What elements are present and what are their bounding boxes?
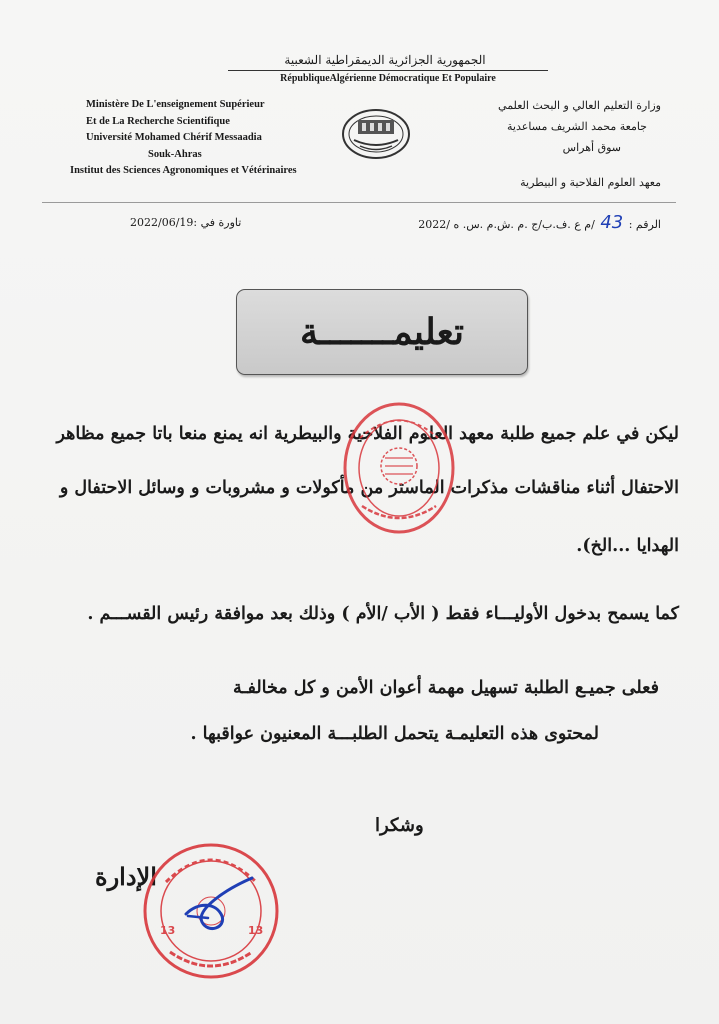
stamp-number-right: 13: [248, 924, 264, 937]
french-university: Université Mohamed Chérif Messaadia: [86, 132, 262, 143]
reference-label: الرقم :: [628, 218, 661, 231]
arabic-ministry: وزارة التعليم العالي و البحث العلمي: [498, 99, 661, 112]
arabic-institute: معهد العلوم الفلاحية و البيطرية: [520, 176, 661, 189]
header-arabic-block: [461, 95, 661, 193]
page-title: تعليمـــــــة: [299, 311, 465, 353]
title-box: [236, 289, 528, 375]
paragraph-3-line-2: لمحتوى هذه التعليمـة يتحمل الطلبـــة المعنيون عواقبها .: [190, 724, 599, 744]
closing-thanks: وشكرا: [375, 815, 424, 836]
paragraph-3-line-1: فعلى جميـع الطلبة تسهيل مهمة أعوان الأمن و كل مخالفـة: [232, 678, 659, 698]
institute-stamp-icon: [340, 398, 458, 538]
paragraph-1-line-1: ليكن في علم جميع طلبة معهد العلوم الفلاحية والبيطرية انه يمنع منعا باتا جميع مظاهر: [56, 424, 679, 444]
paragraph-1-line-3: الهدايا ...الخ).: [576, 536, 679, 556]
document-date: تاورة في :2022/06/19: [130, 216, 242, 229]
french-city: Souk-Ahras: [148, 148, 202, 160]
reference-number: [418, 212, 661, 233]
administration-signature-label: الإدارة: [95, 862, 157, 891]
reference-suffix: /م ع .ف.ب/ج .م .ش.م .س. ه /2022: [418, 218, 595, 231]
arabic-city: سوق أهراس: [562, 141, 621, 154]
handwritten-signature-icon: [178, 872, 258, 942]
header-french-block: [70, 97, 360, 180]
paragraph-2: كما يسمح بدخول الأوليـــاء فقط ( الأب /الأم ) وذلك بعد موافقة رئيس القســـم .: [87, 604, 679, 624]
french-institute: Institut des Sciences Agronomiques et Vétérinaires: [70, 165, 297, 176]
paragraph-1-line-2: الاحتفال أثناء مناقشات مذكرات الماستر من مأكولات و مشروبات و وسائل الاحتفال و: [59, 478, 679, 498]
university-logo-icon: [340, 106, 412, 162]
header-divider: [42, 202, 676, 203]
stamp-number-left: 13: [160, 924, 176, 937]
reference-handwritten-number: 43: [600, 212, 624, 233]
header-arabic-state: الجمهورية الجزائرية الديمقراطية الشعبية: [284, 53, 486, 67]
arabic-university: جامعة محمد الشريف مساعدية: [507, 120, 647, 133]
french-research: Et de La Recherche Scientifique: [86, 115, 230, 127]
french-ministry: Ministère De L'enseignement Supérieur: [86, 99, 265, 110]
header-french-state: RépubliqueAlgérienne Démocratique Et Populaire: [228, 70, 548, 84]
